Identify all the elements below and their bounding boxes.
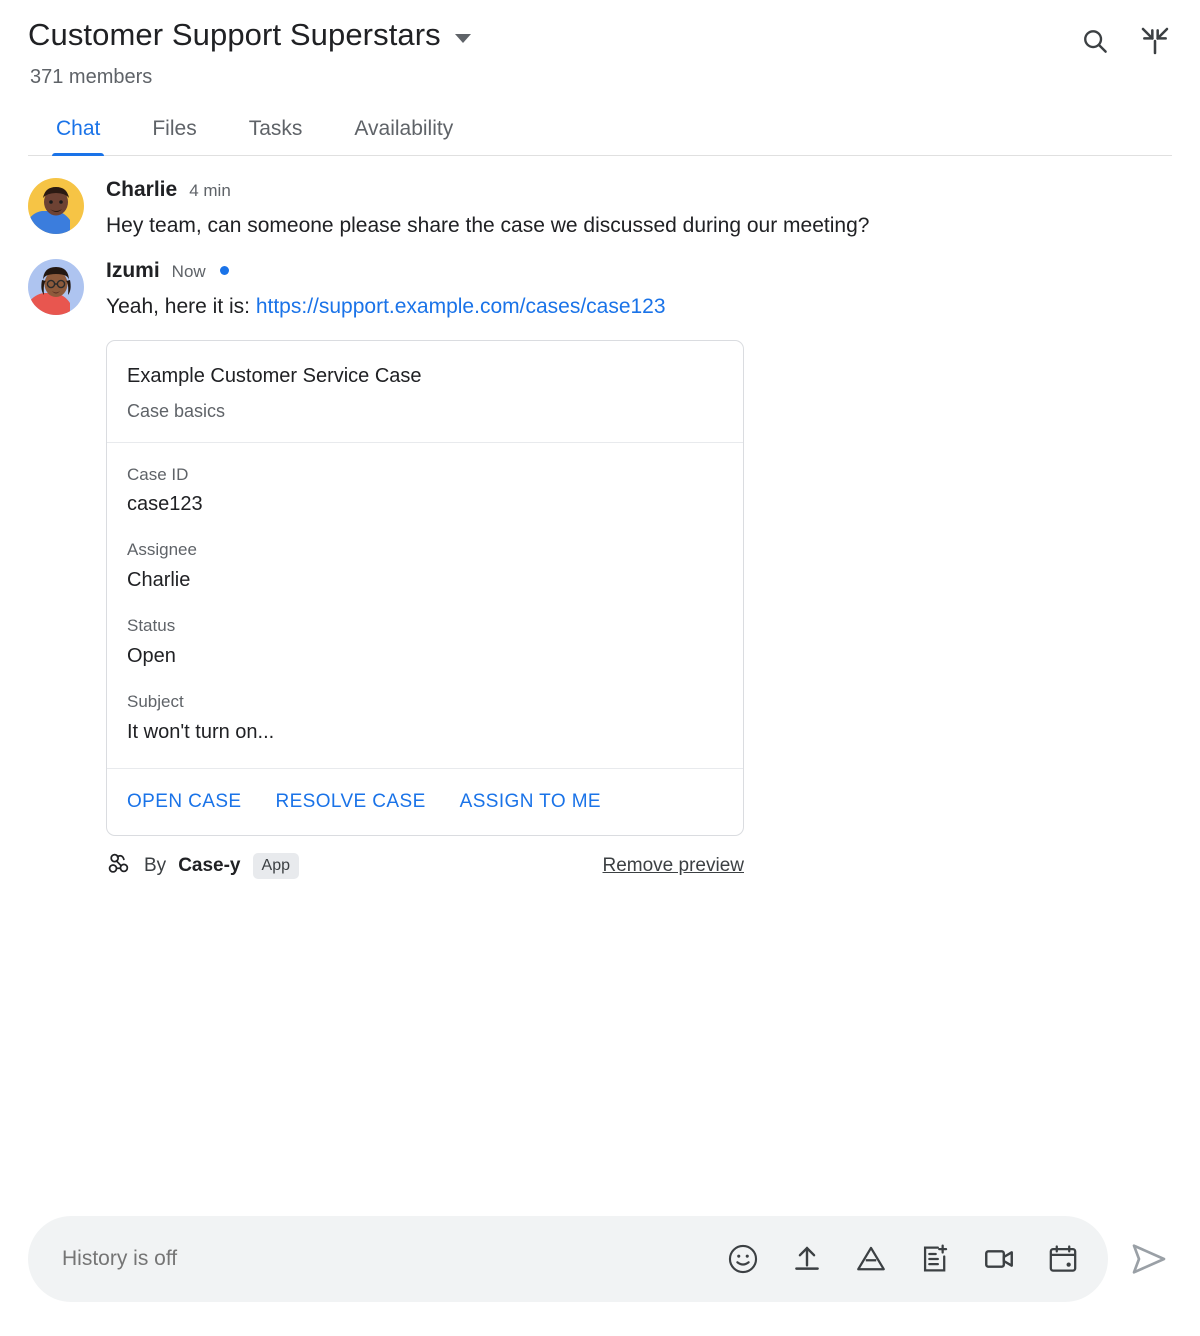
attribution-app-name: Case-y bbox=[178, 854, 241, 876]
message-link[interactable]: https://support.example.com/cases/case123 bbox=[255, 294, 666, 318]
message-sender: Charlie bbox=[106, 178, 178, 201]
attribution-left bbox=[106, 850, 299, 882]
message-header bbox=[106, 259, 1172, 283]
card-header bbox=[107, 341, 743, 443]
search-icon[interactable] bbox=[1078, 24, 1112, 58]
member-count: 371 members bbox=[30, 66, 153, 88]
card-title: Example Customer Service Case bbox=[127, 364, 422, 387]
card-fields bbox=[107, 443, 743, 769]
message-timestamp: 4 min bbox=[189, 181, 231, 200]
header-actions bbox=[1078, 18, 1172, 58]
room-header bbox=[0, 0, 1200, 156]
page-title: Customer Support Superstars bbox=[28, 17, 441, 52]
remove-preview-button[interactable]: Remove preview bbox=[602, 854, 744, 876]
message-item bbox=[28, 178, 1172, 241]
avatar[interactable] bbox=[28, 259, 84, 315]
message-header bbox=[106, 178, 1172, 202]
field-value: Charlie bbox=[127, 569, 191, 592]
collapse-icon[interactable] bbox=[1138, 24, 1172, 58]
field-label: Status bbox=[127, 616, 176, 636]
header-top-row bbox=[28, 18, 1172, 58]
card-field bbox=[127, 463, 723, 519]
message-text-prefix: Yeah, here it is: bbox=[106, 294, 256, 318]
case-preview-card bbox=[106, 340, 744, 836]
task-icon[interactable] bbox=[918, 1242, 952, 1276]
card-actions bbox=[107, 769, 743, 835]
assign-to-me-button[interactable]: ASSIGN TO ME bbox=[459, 790, 601, 812]
message-list bbox=[0, 156, 1200, 1196]
tab-tasks[interactable]: Tasks bbox=[248, 117, 303, 140]
room-title-group[interactable] bbox=[28, 18, 471, 52]
tab-chat[interactable]: Chat bbox=[30, 111, 126, 155]
field-value: case123 bbox=[127, 493, 203, 516]
card-attribution bbox=[106, 850, 744, 882]
message-text bbox=[106, 292, 1006, 322]
card-subtitle: Case basics bbox=[127, 400, 226, 421]
message-sender: Izumi bbox=[106, 258, 160, 282]
video-icon[interactable] bbox=[982, 1242, 1016, 1276]
field-label: Case ID bbox=[127, 464, 189, 484]
message-item bbox=[28, 259, 1172, 882]
unread-dot-icon bbox=[220, 266, 229, 275]
status-badge: App bbox=[253, 853, 299, 879]
tab-availability[interactable]: Availability bbox=[354, 117, 454, 140]
tab-files[interactable]: Files bbox=[152, 117, 197, 140]
send-icon[interactable] bbox=[1126, 1236, 1172, 1282]
composer-icons bbox=[726, 1242, 1080, 1276]
message-body bbox=[106, 259, 1172, 882]
emoji-icon[interactable] bbox=[726, 1242, 760, 1276]
field-value: It won't turn on... bbox=[127, 720, 275, 743]
message-input[interactable] bbox=[60, 1246, 726, 1272]
attribution-by-label: By bbox=[144, 854, 167, 876]
upload-icon[interactable] bbox=[790, 1242, 824, 1276]
message-text: Hey team, can someone please share the case we discussed during our meeting? bbox=[106, 214, 870, 237]
calendar-icon[interactable] bbox=[1046, 1242, 1080, 1276]
field-label: Assignee bbox=[127, 540, 197, 560]
composer[interactable] bbox=[28, 1216, 1108, 1302]
resolve-case-button[interactable]: RESOLVE CASE bbox=[275, 790, 426, 812]
avatar[interactable] bbox=[28, 178, 84, 234]
message-body bbox=[106, 178, 1172, 241]
card-field bbox=[127, 538, 723, 594]
webhook-icon bbox=[106, 850, 132, 882]
composer-area bbox=[0, 1196, 1200, 1336]
field-value: Open bbox=[127, 645, 176, 668]
drive-icon[interactable] bbox=[854, 1242, 888, 1276]
field-label: Subject bbox=[127, 692, 184, 712]
card-field bbox=[127, 690, 723, 746]
chevron-down-icon[interactable] bbox=[455, 34, 471, 43]
open-case-button[interactable]: OPEN CASE bbox=[127, 790, 242, 812]
card-field bbox=[127, 614, 723, 670]
room-tabs bbox=[28, 111, 1172, 156]
message-timestamp: Now bbox=[171, 261, 206, 281]
